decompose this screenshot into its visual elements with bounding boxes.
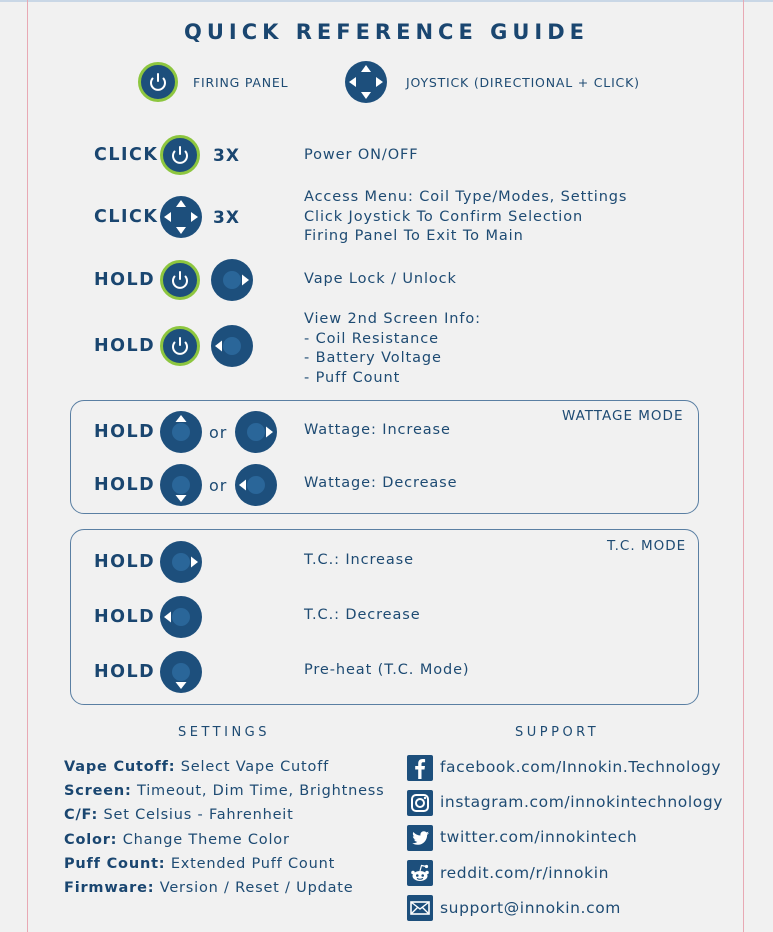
settings-heading: SETTINGS <box>178 725 271 740</box>
wattage-mode-label: WATTAGE MODE <box>562 408 684 424</box>
joystick-up-icon <box>160 411 202 453</box>
joystick-icon <box>160 196 202 238</box>
instruction-text: Power ON/OFF <box>304 147 419 163</box>
support-link-instagram[interactable]: instagram.com/innokintechnology <box>440 793 724 811</box>
press-count: 3X <box>213 208 240 228</box>
action-label: HOLD <box>94 552 156 572</box>
instruction-text: T.C.: Increase <box>304 552 414 568</box>
joystick-down-icon <box>160 651 202 693</box>
joystick-left-icon <box>235 464 277 506</box>
firing-panel-icon <box>160 260 200 300</box>
instruction-text: Wattage: Increase <box>304 422 451 438</box>
instruction-text: Vape Lock / Unlock <box>304 271 457 287</box>
action-label: HOLD <box>94 607 156 627</box>
settings-item: C/F: Set Celsius - Fahrenheit <box>64 807 294 823</box>
settings-item: Puff Count: Extended Puff Count <box>64 855 336 872</box>
action-label: CLICK <box>94 145 159 165</box>
action-label: HOLD <box>94 422 156 442</box>
legend-joystick: JOYSTICK (DIRECTIONAL + CLICK) <box>406 75 640 90</box>
settings-item: Color: Change Theme Color <box>64 831 290 848</box>
action-label: HOLD <box>94 270 156 290</box>
support-link-reddit[interactable]: reddit.com/r/innokin <box>440 864 610 882</box>
firing-panel-icon <box>160 135 200 175</box>
support-heading: SUPPORT <box>515 725 600 740</box>
right-margin-line <box>743 0 744 932</box>
instruction-text: View 2nd Screen Info: <box>304 311 481 327</box>
instruction-text: Click Joystick To Confirm Selection <box>304 208 584 225</box>
support-link-email[interactable]: support@innokin.com <box>440 899 621 917</box>
instruction-text: - Battery Voltage <box>304 350 442 366</box>
firing-panel-icon <box>160 326 200 366</box>
settings-item: Screen: Timeout, Dim Time, Brightness <box>64 783 385 799</box>
instruction-text: - Coil Resistance <box>304 330 439 347</box>
joystick-left-icon <box>160 596 202 638</box>
instruction-text: - Puff Count <box>304 369 401 386</box>
action-label: HOLD <box>94 475 156 495</box>
left-margin-line <box>27 0 28 932</box>
top-border <box>0 0 773 2</box>
instagram-icon <box>407 790 433 816</box>
instruction-text: Wattage: Decrease <box>304 475 458 491</box>
page-title: QUICK REFERENCE GUIDE <box>184 20 589 44</box>
support-link-twitter[interactable]: twitter.com/innokintech <box>440 828 638 846</box>
instruction-text: T.C.: Decrease <box>304 607 421 623</box>
settings-item: Firmware: Version / Reset / Update <box>64 880 354 896</box>
action-label: HOLD <box>94 336 156 356</box>
instruction-text: Pre-heat (T.C. Mode) <box>304 662 470 678</box>
legend-firing-panel: FIRING PANEL <box>193 75 289 90</box>
joystick-down-icon <box>160 464 202 506</box>
joystick-right-icon <box>235 411 277 453</box>
instruction-text: Firing Panel To Exit To Main <box>304 228 524 244</box>
firing-panel-icon <box>138 62 178 102</box>
action-label: HOLD <box>94 662 156 682</box>
joystick-left-icon <box>211 325 253 367</box>
settings-item: Vape Cutoff: Select Vape Cutoff <box>64 759 330 775</box>
instruction-text: Access Menu: Coil Type/Modes, Settings <box>304 189 628 205</box>
mail-icon <box>407 895 433 921</box>
action-label: CLICK <box>94 207 159 227</box>
support-link-facebook[interactable]: facebook.com/Innokin.Technology <box>440 758 722 776</box>
tc-mode-label: T.C. MODE <box>607 538 687 554</box>
joystick-icon <box>345 61 387 103</box>
joystick-right-icon <box>160 541 202 583</box>
or-text: or <box>209 423 228 442</box>
reddit-icon <box>407 860 433 886</box>
joystick-right-icon <box>211 259 253 301</box>
or-text: or <box>209 476 228 495</box>
facebook-icon <box>407 755 433 781</box>
press-count: 3X <box>213 146 240 166</box>
twitter-icon <box>407 825 433 851</box>
